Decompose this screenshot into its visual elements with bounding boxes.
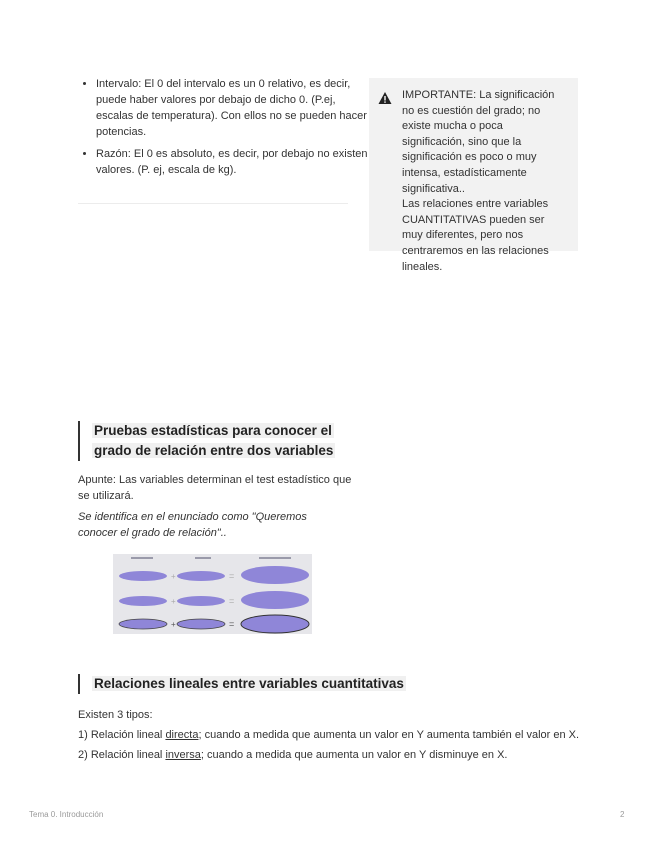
svg-text:+: + (171, 597, 176, 606)
relation-diagram (113, 554, 312, 634)
relation-inverse (78, 747, 598, 763)
list-item: • Razón: El 0 es absoluto, es decir, por debajo no existen valores. (P. ej, escala de kg). (96, 146, 371, 178)
svg-text:=: = (229, 571, 235, 581)
item-description: ; cuando a medida que aumenta un valor en Y aumenta también el valor en X. (198, 729, 580, 741)
heading-line: grado de relación entre dos variables (94, 443, 334, 458)
callout-text-significance: IMPORTANTE: La significación no es cuestión del grado; no existe mucha o poca significación, sino que la significación es poco o muy intensa, estadísticamente significativa.. (402, 89, 555, 195)
item-prefix: 1) Relación lineal (78, 729, 166, 741)
svg-text:+: + (171, 572, 176, 581)
callout-text-linear: Las relaciones entre variables CUANTITATIVAS pueden ser muy diferentes, pero nos centraremos en las relaciones lineales. (402, 198, 549, 273)
section-heading-tests (78, 421, 382, 461)
section-heading-linear (78, 674, 422, 694)
important-callout (369, 78, 578, 273)
term-directa: directa (165, 729, 199, 741)
note-text: Apunte: Las variables determinan el test estadístico que se utilizará. (78, 474, 352, 502)
divider (78, 203, 348, 204)
item-description: ; cuando a medida que aumenta un valor en Y disminuye en X. (200, 749, 508, 761)
scale-types-list (78, 76, 371, 184)
footer-title: Tema 0. Introducción (29, 810, 104, 819)
types-intro: Existen 3 tipos: (78, 709, 153, 721)
page-number: 2 (620, 810, 625, 819)
relation-direct (78, 727, 598, 743)
variable-relation-figure (113, 554, 312, 634)
item-prefix: 2) Relación lineal (78, 749, 166, 761)
heading-line: Pruebas estadísticas para conocer el (94, 423, 332, 438)
italic-note: Se identifica en el enunciado como "Queremos conocer el grado de relación".. (78, 511, 307, 539)
term-inversa: inversa (165, 749, 201, 761)
svg-text:+: + (171, 620, 176, 629)
warning-icon (378, 91, 392, 105)
svg-text:=: = (229, 596, 235, 606)
svg-text:=: = (229, 619, 235, 629)
list-item: • Intervalo: El 0 del intervalo es un 0 relativo, es decir, puede haber valores por debajo de dicho 0. (P.ej, escalas de temperatura). Con ellos no se pueden hacer potencias. (96, 76, 371, 140)
heading-line: Relaciones lineales entre variables cuantitativas (94, 676, 404, 691)
